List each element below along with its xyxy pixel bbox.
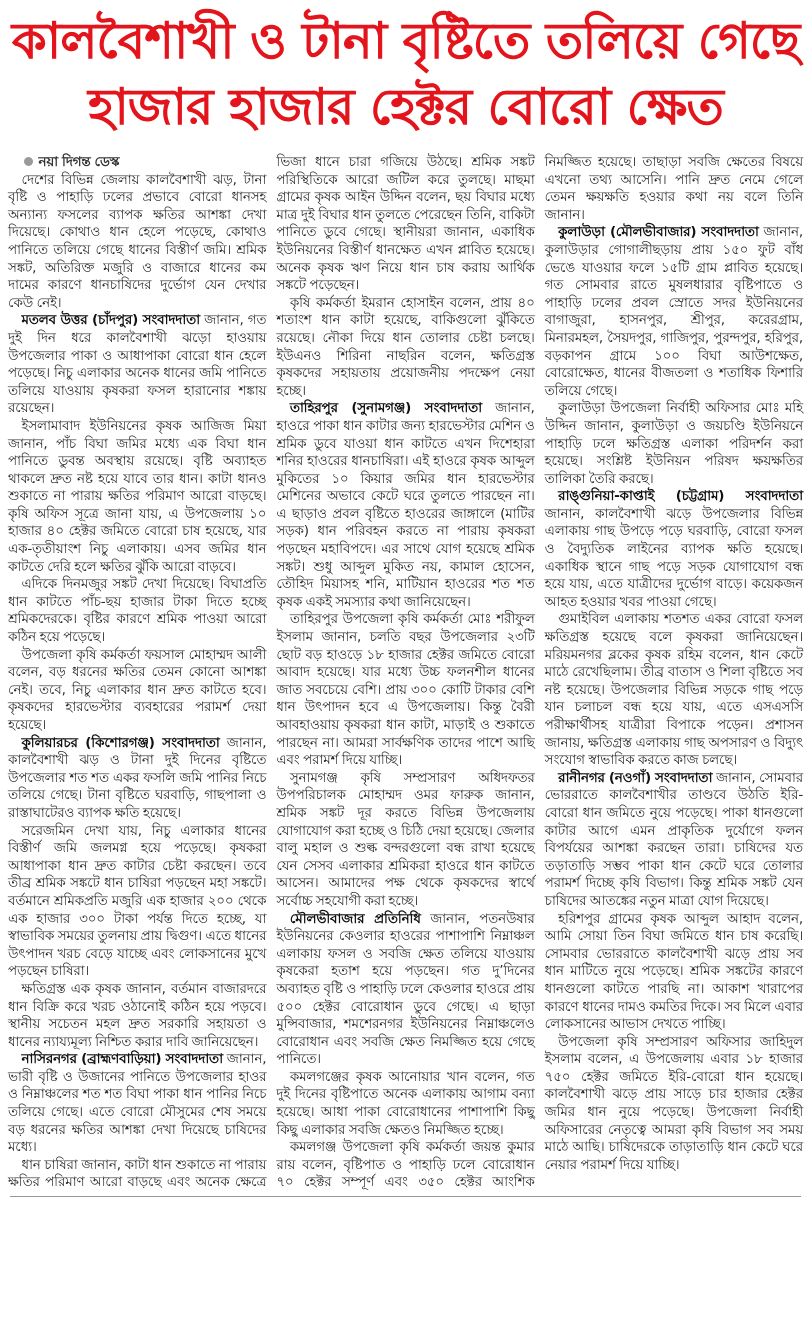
byline <box>8 154 266 172</box>
paragraph-text: হরিশপুর গ্রামের কৃষক আব্দুল আহাদ বলেন, আমি সোয়া তিন বিঘা জমিতে ধান চাষ করেছি। সোমবার ভোররাতে কালবৈশাখী ঝড়ে প্রায় সব ধান মাটিতে নুয়ে পড়েছে। শ্রমিক সঙ্কটের কারণে ধানগুলো কাটতে পারছি না। আকাশ খারাপের কারণে ধানের দামও কমতির দিকে। সব মিলে এবার লোকসানের আভাস দেখতে পাচ্ছি। <box>544 910 803 1033</box>
paragraph-text: জানান, কালবৈশাখী ঝড় ও টানা দুই দিনের বৃষ্টিতে উপজেলার শত শত একর ফসলি জমি পানির নিচে তলিয়ে গেছে। টানা বৃষ্টিতে ঘরবাড়ি, গাছপালা ও রাস্তাঘাটেরও ব্যাপক ক্ষতি হয়েছে। <box>8 734 267 821</box>
paragraph-text: জানান, পতনউষার ইউনিয়নের কেওলার হাওরের পাশাপাশি নিম্নাঞ্চল এলাকায় ফসল ও সবজি ক্ষেত তলিয়ে যাওয়ায় কৃষকেরা হতাশ হয়ে পড়ছেন। গত দু’দিনের অব্যাহত বৃষ্টি ও পাহাড়ি ঢলে কেওলার হাওরে প্রায় ৫০০ হেক্টর বোরোধান ডুবে গেছে। এ ছাড়া মুন্সিবাজার, শমশেরনগর ইউনিয়নের নিম্নাঞ্চলেও বোরোধান এবং সবজি ক্ষেত নিমজ্জিত হয়ে গেছে পানিতে। <box>276 910 535 1068</box>
bullet-icon <box>24 157 33 166</box>
paragraph-text: এদিকে দিনমজুর সঙ্কট দেখা দিয়েছে। বিঘাপ্রতি ধান কাটতে পাঁচ-ছয় হাজার টাকা দিতে হচ্ছে শ্রমিকদেরকে। বৃষ্টির কারণে শ্রমিক পাওয়া আরো কঠিন হয়ে পড়েছে। <box>8 576 267 646</box>
headline-line-2: হাজার হাজার হেক্টর বোরো ক্ষেত <box>88 78 723 136</box>
dateline: মতলব উত্তর (চাঁদপুর) সংবাদদাতা <box>21 312 200 329</box>
dateline: রাঙ্গুনিয়া-কাপ্তাই (চট্টগ্রাম) সংবাদদাতা <box>558 488 803 505</box>
dateline: মৌলভীবাজার প্রতিনিধি <box>289 910 421 927</box>
paragraph-text: দেশের বিভিন্ন জেলায় কালবৈশাখী ঝড়, টানা বৃষ্টি ও পাহাড়ি ঢলের প্রভাবে বোরো ধানসহ অন্যান্য ফসলের ব্যাপক ক্ষতির আশঙ্কা দেখা দিয়েছে। কোথাও ধান হেলে পড়েছে, কোথাও পানিতে তলিয়ে গেছে ধানের বিস্তীর্ণ জমি। শ্রমিক সঙ্কট, অতিরিক্ত মজুরি ও বাজারে ধানের কম দামের কারণে ধানচাষিদের দুর্ভোগ যেন দেখার কেউ নেই। <box>8 171 267 311</box>
paragraph-text: জানান, কালবৈশাখী ঝড়ে উপজেলার বিভিন্ন এলাকায় গাছ উপড়ে পড়ে ঘরবাড়ি, বোরো ফসল ও বৈদ্যুতিক লাইনের ব্যাপক ক্ষতি হয়েছে। একাধিক স্থানে গাছ পড়ে সড়ক যোগাযোগ বন্ধ হয়ে যায়, এতে যাত্রীদের দুর্ভোগ বাড়ে। কয়েকজন আহত হওয়ার খবর পাওয়া গেছে। <box>544 505 803 610</box>
paragraph <box>276 611 534 769</box>
dateline: রানীনগর (নওগাঁ) সংবাদদাতা <box>558 769 713 786</box>
paragraph-text: ইসলামাবাদ ইউনিয়নের কৃষক আজিজ মিয়া জানান, পাঁচ বিঘা জমির মধ্যে এক বিঘা ধান পানিতে ডুবন্ত অবস্থায় রয়েছে। বৃষ্টি অব্যাহত থাকলে দ্রুত নষ্ট হয়ে যাবে তার ধান। কাটা ধানও শুকাতে না পারায় ক্ষতির পরিমাণ আরো বাড়ছে। কৃষি অফিস সূত্রে জানা যায়, এ উপজেলায় ১০ হাজার ৪০ হেক্টর জমিতে বোরো চাষ হয়েছে, যার এক-তৃতীয়াংশ নিচু এলাকায়। এসব জমির ধান কাটতে দেরি হলে ক্ষতির ঝুঁকি আরো বাড়বে। <box>8 417 267 575</box>
paragraph <box>276 1069 534 1139</box>
paragraph-text: কৃষি কর্মকর্তা ইমরান হোসাইন বলেন, প্রায় ৪০ শতাংশ ধান কাটা হয়েছে, বাকিগুলো ঝুঁকিতে রয়েছে। নৌকা দিয়ে ধান তোলার চেষ্টা চলছে। ইউএনও শিরিনা নাছরিন বলেন, ক্ষতিগ্রস্ত কৃষকদের সহায়তায় প্রয়োজনীয় পদক্ষেপ নেয়া হচ্ছে। <box>276 294 535 399</box>
paragraph <box>545 488 803 611</box>
paragraph-text: ক্ষতিগ্রস্ত এক কৃষক জানান, বর্তমান বাজারদরে ধান বিক্রি করে খরচ ওঠানোই কঠিন হয়ে পড়বে। স্থানীয় সচেতন মহল দ্রুত সরকারি সহায়তা ও ধানের ন্যায্যমূল্য নিশ্চিত করার দাবি জানিয়েছেন। <box>8 980 267 1050</box>
bottom-divider <box>10 1196 801 1197</box>
paragraph <box>276 295 534 401</box>
paragraph-text: জানান, সোমবার ভোররাতে কালবৈশাখীর তাণ্ডবে উঠতি ইরি-বোরো ধান জমিতে নুয়ে পড়েছে। পাকা ধানগুলো কাটার আগে এমন প্রাকৃতিক দুর্যোগে ফলন বিপর্যয়ের আশঙ্কা করছেন তারা। চাষিদের যত তড়াতাড়ি সম্ভব পাকা ধান কেটে ঘরে তোলার পরামর্শ দিচ্ছে কৃষি বিভাগ। কিন্তু শ্রমিক সঙ্কট যেন চাষিদের আতঙ্কের নতুন মাত্রা যোগ দিয়েছে। <box>544 769 803 909</box>
paragraph <box>545 400 803 488</box>
dateline: তাহিরপুর (সুনামগঞ্জ) সংবাদদাতা <box>289 400 482 417</box>
paragraph-text: গুমাইবিল এলাকায় শতশত একর বোরো ফসল ক্ষতিগ্রস্ত হয়েছে বলে কৃষকরা জানিয়েছেন। মরিয়মনগর ব্লকের কৃষক রহিম বলেন, ধান কেটে মাঠে রেখেছিলাম। তীব্র বাতাস ও শিলা বৃষ্টিতে সব নষ্ট হয়েছে। উপজেলার বিভিন্ন সড়কে গাছ পড়ে যান চলাচল বন্ধ হয়ে যায়, এতে এসএসসি পরীক্ষার্থীসহ যাত্রীরা বিপাকে পড়েন। প্রশাসন জানায়, ক্ষতিগ্রস্ত এলাকায় গাছ অপসারণ ও বিদ্যুৎ সংযোগ স্বাভাবিক করতে কাজ চলছে। <box>544 611 803 769</box>
paragraph-text: কমলগঞ্জ উপজেলা কৃষি কর্মকর্তা জয়ন্ত কুমার রায় বলেন, বৃষ্টিপাত ও পাহাড়ি ঢলে বোরোধান ৭০ হেক্টর সম্পূর্ণ এবং ৩৫০ হেক্টর আংশিক নিমজ্জিত হয়েছে। তাছাড়া সবজি ক্ষেতের বিষয়ে এখনো তথ্য আসেনি। পানি দ্রুত নেমে গেলে তেমন ক্ষয়ক্ষতি হওয়ার কথা নয় বলে তিনি জানান। <box>276 154 803 1191</box>
dateline: নাসিরনগর (ব্রাহ্মণবাড়িয়া) সংবাদদাতা <box>21 1051 223 1068</box>
paragraph-text: তাহিরপুর উপজেলা কৃষি কর্মকর্তা মোঃ শরীফুল ইসলাম জানান, চলতি বছর উপজেলার ২৩টি ছোট বড় হাওড়ে ১৮ হাজার হেক্টর জমিতে বোরো আবাদ হয়েছে। যার মধ্যে উচ্চ ফলনশীল ধানের জাত সবচেয়ে বেশি। প্রায় ৩০০ কোটি টাকার বেশি ধান উৎপাদন হবে এ উপজেলায়। কিন্তু বৈরী আবহাওয়ায় কৃষকরা ধান কাটা, মাড়াই ও শুকাতে পারছেন না। আমরা সার্বক্ষণিক তাদের পাশে আছি এবং পরামর্শ দিয়ে যাচ্ছি। <box>276 611 535 769</box>
paragraph <box>8 418 266 576</box>
paragraph <box>276 400 534 611</box>
paragraph <box>276 770 534 911</box>
paragraph <box>8 823 266 981</box>
headline <box>0 0 811 140</box>
paragraph <box>276 911 534 1069</box>
paragraph <box>545 770 803 911</box>
paragraph <box>8 576 266 646</box>
paragraph-text: জানান, গত দুই দিন ধরে কালবৈশাখী ঝড়ো হাওয়ায় উপজেলার পাকা ও আধাপাকা বোরো ধান হেলে পড়েছে। নিচু এলাকার অনেক ধানের জমি পানিতে তলিয়ে যাওয়ায় কৃষকরা ফসল হারানোর শঙ্কায় রয়েছেন। <box>8 312 267 417</box>
paragraph-text: জানান, ভারী বৃষ্টি ও উজানের পানিতে উপজেলার হাওর ও নিম্নাঞ্চলের শত শত বিঘা পাকা ধান পানির নিচে তলিয়ে গেছে। এতে বোরো মৌসুমের শেষ সময়ে বড় ধরনের ক্ষতির আশঙ্কা দেখা দিয়েছে চাষিদের মধ্যে। <box>8 1051 267 1156</box>
paragraph <box>8 312 266 418</box>
paragraph-text: জানান, হাওরে পাকা ধান কাটার জন্য হারভেস্টার মেশিন ও শ্রমিক ডুবে যাওয়া ধান কাটতে এখন দিশেহারা শনির হাওরের ধানচাষিরা। এই হাওরে কৃষক আব্দুল মুকিতের ১০ কিয়ার জমির ধান হারভেস্টার মেশিনের অভাবে কেটে ঘরে তুলতে পারছেন না। এ ছাড়াও প্রবল বৃষ্টিতে হাওরের জাঙ্গালে (মাটির সড়ক) ধান পরিবহন করতে না পারায় কৃষকরা পড়ছেন মহাবিপদে। এর সাথে যোগ হয়েছে শ্রমিক সঙ্কট। শুধু আব্দুল মুকিত নয়, কামাল হোসেন, তৌহিদ মিয়াসহ শনি, মাটিয়ান হাওরের শত শত কৃষক একই সমস্যার কথা জানিয়েছেন। <box>276 400 535 610</box>
dateline: কুলিয়ারচর (কিশোরগঞ্জ) সংবাদদাতা <box>21 734 220 751</box>
paragraph-text: উপজেলা কৃষি কর্মকর্তা ফয়সাল মোহাম্মদ আলী বলেন, বড় ধরনের ক্ষতির তেমন কোনো আশঙ্কা নেই। তবে, নিচু এলাকার ধান দ্রুত কাটতে হবে। কৃষকদের হারভেস্টার ব্যবহারের পরামর্শ দেয়া হয়েছে। <box>8 646 267 733</box>
paragraph-text: ধান চাষিরা জানান, কাটা ধান শুকাতে না পারায় ক্ষতির পরিমাণ আরো বাড়ছে এবং অনেক ক্ষেত্রে ভিজা ধানে চারা গজিয়ে উঠছে। শ্রমিক সঙ্কট পরিস্থিতিকে আরো জটিল করে তুলছে। মাছমা গ্রামের কৃষক আইন উদ্দিন বলেন, ছয় বিঘার মধ্যে মাত্র দুই বিঘার ধান তুলতে পেরেছেন তিনি, বাকিটা পানিতে ডুবে গেছে। স্থানীয়রা জানান, একাধিক ইউনিয়নের বিস্তীর্ণ ধানক্ষেত এখন প্লাবিত হয়েছে। অনেক কৃষক ঋণ নিয়ে ধান চাষ করায় আর্থিক সঙ্কটে পড়েছেন। <box>8 154 535 1191</box>
article-body <box>8 154 803 1192</box>
paragraph-text: উপজেলা কৃষি সম্প্রসারণ অফিসার জাহিদুল ইসলাম বলেন, এ উপজেলায় এবার ১৮ হাজার ৭৫০ হেক্টর জমিতে ইরি-বোরো ধান হয়েছে। কালবৈশাখী ঝড়ে প্রায় সাড়ে চার হাজার হেক্টর জমির ধান নুয়ে পড়েছে। উপজেলা নির্বাহী অফিসারের নেতৃত্বে আমরা কৃষি বিভাগ সব সময় মাঠে আছি। চাষিদেরকে তাড়াতাড়ি ধান কেটে ঘরে নেয়ার পরামর্শ দিয়ে যাচ্ছি। <box>544 1033 803 1173</box>
paragraph <box>545 1034 803 1175</box>
paragraph <box>8 1051 266 1157</box>
paragraph <box>545 224 803 400</box>
paragraph <box>8 647 266 735</box>
paragraph <box>545 611 803 769</box>
paragraph <box>8 172 266 313</box>
byline-text: নয়া দিগন্ত ডেস্ক <box>38 154 120 170</box>
paragraph <box>545 911 803 1034</box>
dateline: কুলাউড়া (মৌলভীবাজার) সংবাদদাতা <box>558 224 759 241</box>
paragraph-text: কমলগঞ্জের কৃষক আনোয়ার খান বলেন, গত দুই দিনের বৃষ্টিপাতে অনেক এলাকায় আগাম বন্যা হয়েছে। আধা পাকা বোরোধানের পাশাপাশি কিছু কিছু এলাকার সবজি ক্ষেতও নিমজ্জিত হচ্ছে। <box>276 1068 535 1138</box>
paragraph-text: জানান, কুলাউড়ার গোগালীছড়ায় প্রায় ১৫০ ফুট বাঁধ ভেঙে যাওয়ার ফলে ১৫টি গ্রাম প্লাবিত হয়েছে। গত সোমবার রাতে মুষলধারার বৃষ্টিপাতে ও পাহাড়ি ঢলের প্রবল স্রোতে সদর ইউনিয়নের বাগাজুরা, হাসনপুর, শ্রীপুর, করেরগ্রাম, মিনারমহল, সৈয়দপুর, গাজিপুর, পুরন্দপুর, হরিপুর, বড়কাপন গ্রামে ১০০ বিঘা আউশক্ষেত, বোরোক্ষেত, ধানের বীজতলা ও শতাধিক ফিশারি তলিয়ে গেছে। <box>544 224 803 399</box>
paragraph-text: সুনামগঞ্জ কৃষি সম্প্রসারণ অধিদফতর উপপরিচালক মোহাম্মদ ওমর ফারুক জানান, শ্রমিক সঙ্কট দূর করতে বিভিন্ন উপজেলায় যোগাযোগ করা হচ্ছে ও চিঠি দেয়া হয়েছে। জেলার বালু মহাল ও শুল্ক বন্দরগুলো বন্ধ রাখা হয়েছে যেন সেসব এলাকার শ্রমিকরা হাওরে ধান কাটতে আসেন। আমাদের পক্ষ থেকে কৃষকদের স্বার্থে সর্বোচ্চ সহযোগী করা হচ্ছে। <box>276 769 535 909</box>
headline-line-1: কালবৈশাখী ও টানা বৃষ্টিতে তলিয়ে গেছে <box>11 12 800 70</box>
paragraph <box>8 735 266 823</box>
paragraph-text: সরেজমিন দেখা যায়, নিচু এলাকার ধানের বিস্তীর্ণ জমি জলমগ্ন হয়ে পড়েছে। কৃষকরা আধাপাকা ধান দ্রুত কাটার চেষ্টা করছেন। তবে তীব্র শ্রমিক সঙ্কটে ধান চাষিরা পড়ছেন মহা সঙ্কটে। বর্তমানে শ্রমিকপ্রতি মজুরি এক হাজার ২০০ থেকে এক হাজার ৩০০ টাকা পর্যন্ত দিতে হচ্ছে, যা স্বাভাবিক সময়ের তুলনায় প্রায় দ্বিগুণ। এতে ধানের উৎপাদন খরচ বেড়ে যাচ্ছে এবং লোকসানের মুখে পড়ছেন চাষিরা। <box>8 822 267 980</box>
paragraph-text: কুলাউড়া উপজেলা নির্বাহী অফিসার মোঃ মহি উদ্দিন জানান, কুলাউড়া ও জয়চণ্ডি ইউনিয়নে পাহাড়ি ঢলে ক্ষতিগ্রস্ত এলাকা পরিদর্শন করা হয়েছে। সংশ্লিষ্ট ইউনিয়ন পরিষদ ক্ষয়ক্ষতির তালিকা তৈরি করছে। <box>544 400 803 487</box>
paragraph <box>8 981 266 1051</box>
